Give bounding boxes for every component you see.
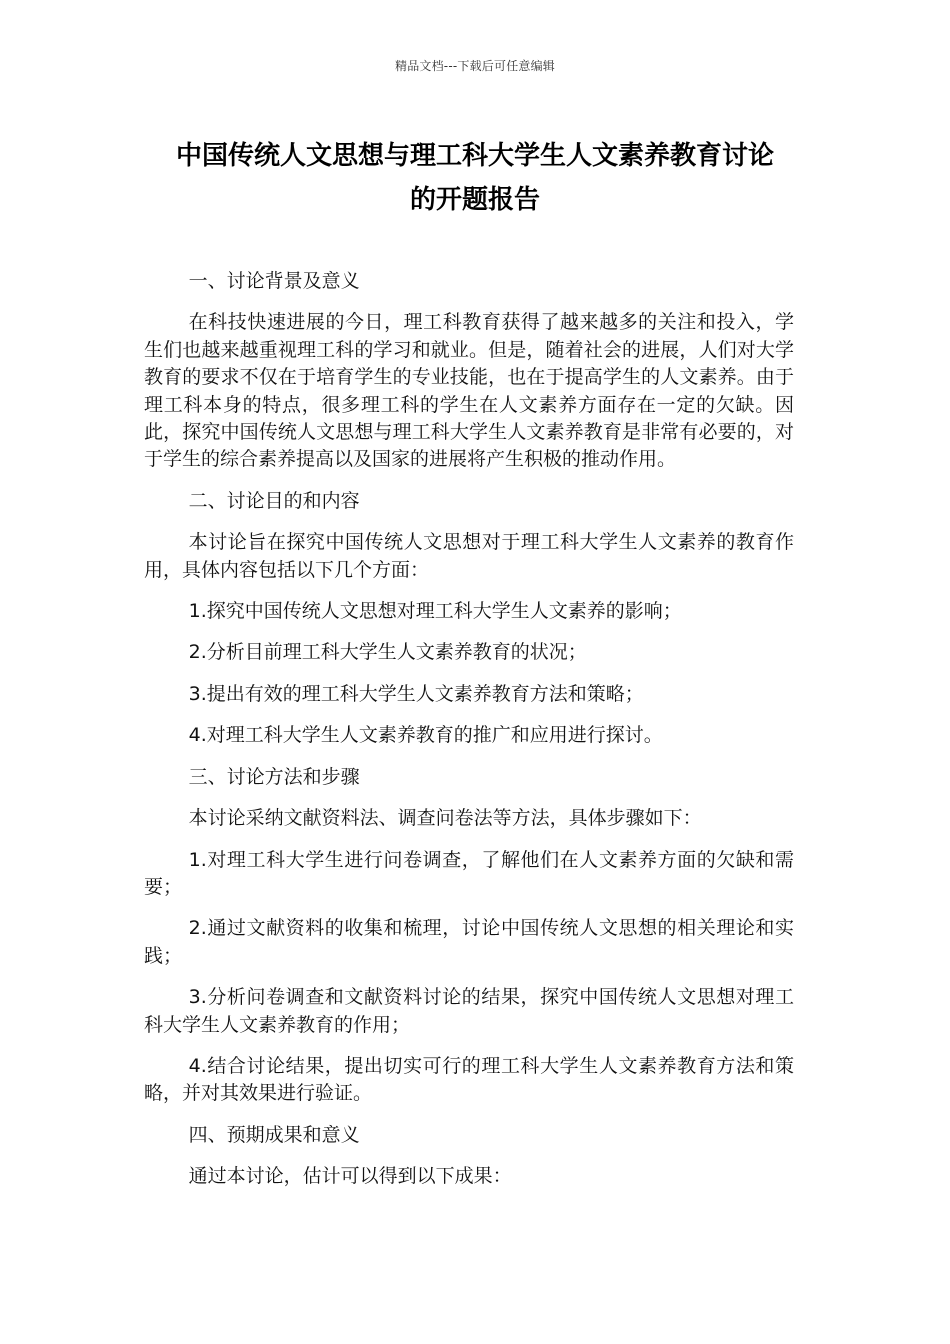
section-heading-2: 二、讨论目的和内容: [188, 489, 360, 512]
paragraph: 本讨论旨在探究中国传统人文思想对于理工科大学生人文素养的教育作用，具体内容包括以下几个方面：: [144, 531, 794, 581]
paragraph: 在科技快速进展的今日，理工科教育获得了越来越多的关注和投入，学生们也越来越重视理工科的学习和就业。但是，随着社会的进展，人们对大学教育的要求不仅在于培育学生的专业技能，也在于提高学生的人文素养。由于理工科本身的特点，很多理工科的学生在人文素养方面存在一定的欠缺。因此，探究中国传统人文思想与理工科大学生人文素养教育是非常有必要的，对于学生的综合素养提高以及国家的进展将产生积极的推动作用。: [144, 311, 794, 471]
document-body: [144, 268, 794, 1205]
header-note: 精品文档---下载后可任意编辑: [395, 59, 555, 73]
list-item: 3.分析问卷调查和文献资料讨论的结果，探究中国传统人文思想对理工科大学生人文素养教育的作用；: [144, 986, 794, 1036]
list-item: 1.探究中国传统人文思想对理工科大学生人文素养的影响；: [188, 600, 682, 623]
list-item: 4.对理工科大学生人文素养教育的推广和应用进行探讨。: [188, 724, 663, 747]
section-heading-1: 一、讨论背景及意义: [188, 270, 360, 292]
list-item: 1.对理工科大学生进行问卷调查，了解他们在人文素养方面的欠缺和需要；: [144, 848, 794, 898]
list-item: 2.通过文献资料的收集和梳理，讨论中国传统人文思想的相关理论和实践；: [144, 917, 794, 967]
paragraph: 本讨论采纳文献资料法、调查问卷法等方法，具体步骤如下：: [188, 807, 702, 830]
document-title: [140, 134, 810, 222]
list-item: 2.分析目前理工科大学生人文素养教育的状况；: [188, 641, 587, 664]
list-item: 3.提出有效的理工科大学生人文素养教育方法和策略；: [188, 682, 644, 705]
title-line-2: 的开题报告: [409, 185, 540, 215]
section-heading-4: 四、预期成果和意义: [188, 1123, 360, 1146]
paragraph: 通过本讨论，估计可以得到以下成果：: [188, 1165, 512, 1188]
section-heading-3: 三、讨论方法和步骤: [188, 765, 360, 788]
title-line-1: 中国传统人文思想与理工科大学生人文素养教育讨论: [175, 141, 774, 171]
list-item: 4.结合讨论结果，提出切实可行的理工科大学生人文素养教育方法和策略，并对其效果进行验证。: [144, 1054, 794, 1105]
